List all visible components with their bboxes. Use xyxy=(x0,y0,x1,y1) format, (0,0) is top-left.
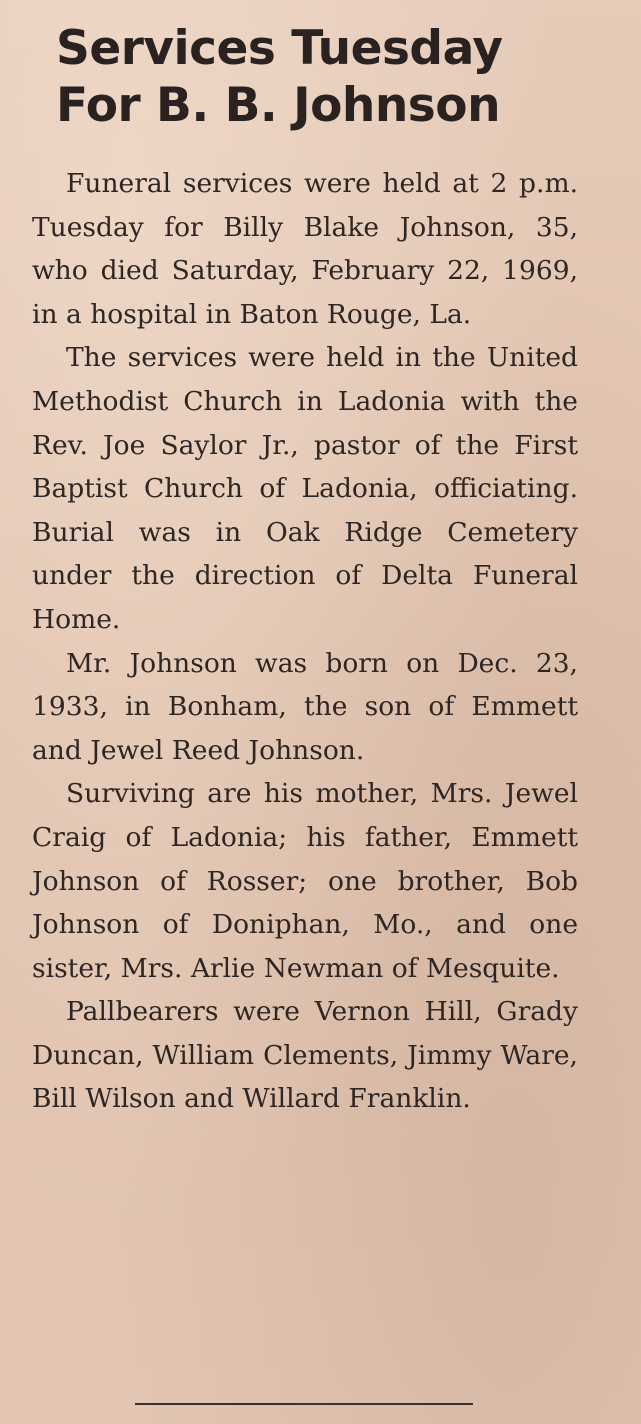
paragraph-pallbearers: Pallbearers were Vernon Hill, Grady Duncan, William Clements, Jimmy Ware, Bill Wilson and Willard Franklin. xyxy=(32,996,578,1115)
end-rule xyxy=(135,1403,473,1405)
headline-line-2: For B. B. Johnson xyxy=(56,78,501,133)
paragraph-services: Funeral services were held at 2 p.m. Tuesday for Billy Blake Johnson, 35, who died Saturday, February 22, 1969, in a hospital in Baton Rouge, La. xyxy=(32,168,578,330)
paragraph-birth: Mr. Johnson was born on Dec. 23, 1933, in Bonham, the son of Emmett and Jewel Reed Johnson. xyxy=(32,647,578,766)
paragraph-church: The services were held in the United Methodist Church in Ladonia with the Rev. Joe Saylor Jr., pastor of the First Baptist Church of Ladonia, officiating. Burial was in Oak Ridge Cemetery under the direction of Delta Funeral Home. xyxy=(32,342,578,635)
headline-line-1: Services Tuesday xyxy=(56,21,503,76)
headline xyxy=(56,20,616,134)
article-body xyxy=(32,162,578,1121)
paragraph-survivors: Surviving are his mother, Mrs. Jewel Craig of Ladonia; his father, Emmett Johnson of Rosser; one brother, Bob Johnson of Doniphan, Mo., and one sister, Mrs. Arlie Newman of Mesquite. xyxy=(32,778,578,984)
